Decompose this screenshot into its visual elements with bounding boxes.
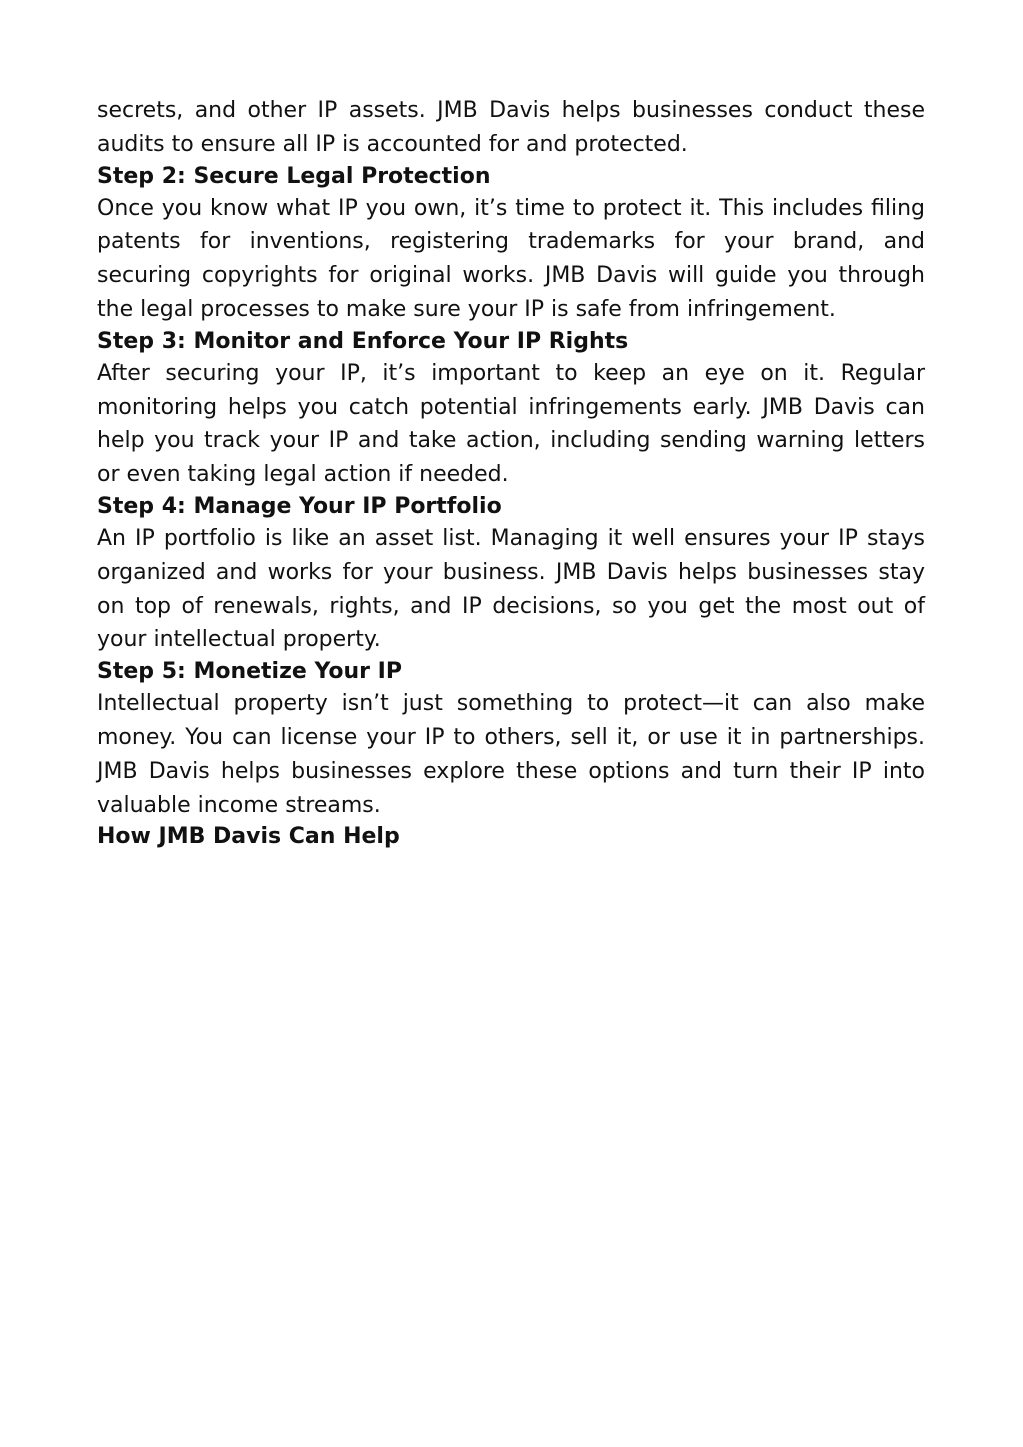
how-jmb-davis-can-help-heading: How JMB Davis Can Help: [97, 824, 400, 850]
step-3-heading: Step 3: Monitor and Enforce Your IP Rights: [97, 328, 629, 354]
document-page: [97, 94, 925, 852]
step-5-paragraph: Intellectual property isn’t just something to protect—it can also make money. You can license your IP to others, sell it, or use it in partnerships. JMB Davis helps businesses explore these options and turn their IP into valuable income streams.: [97, 691, 925, 818]
step-4-heading: Step 4: Manage Your IP Portfolio: [97, 493, 502, 519]
step-5-heading: Step 5: Monetize Your IP: [97, 659, 402, 685]
step-2-heading: Step 2: Secure Legal Protection: [97, 163, 491, 189]
step-2-paragraph: Once you know what IP you own, it’s time to protect it. This includes filing patents for inventions, registering trademarks for your brand, and securing copyrights for original works. JMB Davis will guide you through the legal processes to make sure your IP is safe from infringement.: [97, 195, 925, 322]
intro-paragraph: secrets, and other IP assets. JMB Davis helps businesses conduct these audits to ensure all IP is accounted for and protected.: [97, 98, 925, 157]
step-4-paragraph: An IP portfolio is like an asset list. Managing it well ensures your IP stays organized and works for your business. JMB Davis helps businesses stay on top of renewals, rights, and IP decisions, so you get the most out of your intellectual property.: [97, 525, 925, 653]
step-3-paragraph: After securing your IP, it’s important to keep an eye on it. Regular monitoring helps you catch potential infringements early. JMB Davis can help you track your IP and take action, including sending warning letters or even taking legal action if needed.: [97, 360, 925, 488]
